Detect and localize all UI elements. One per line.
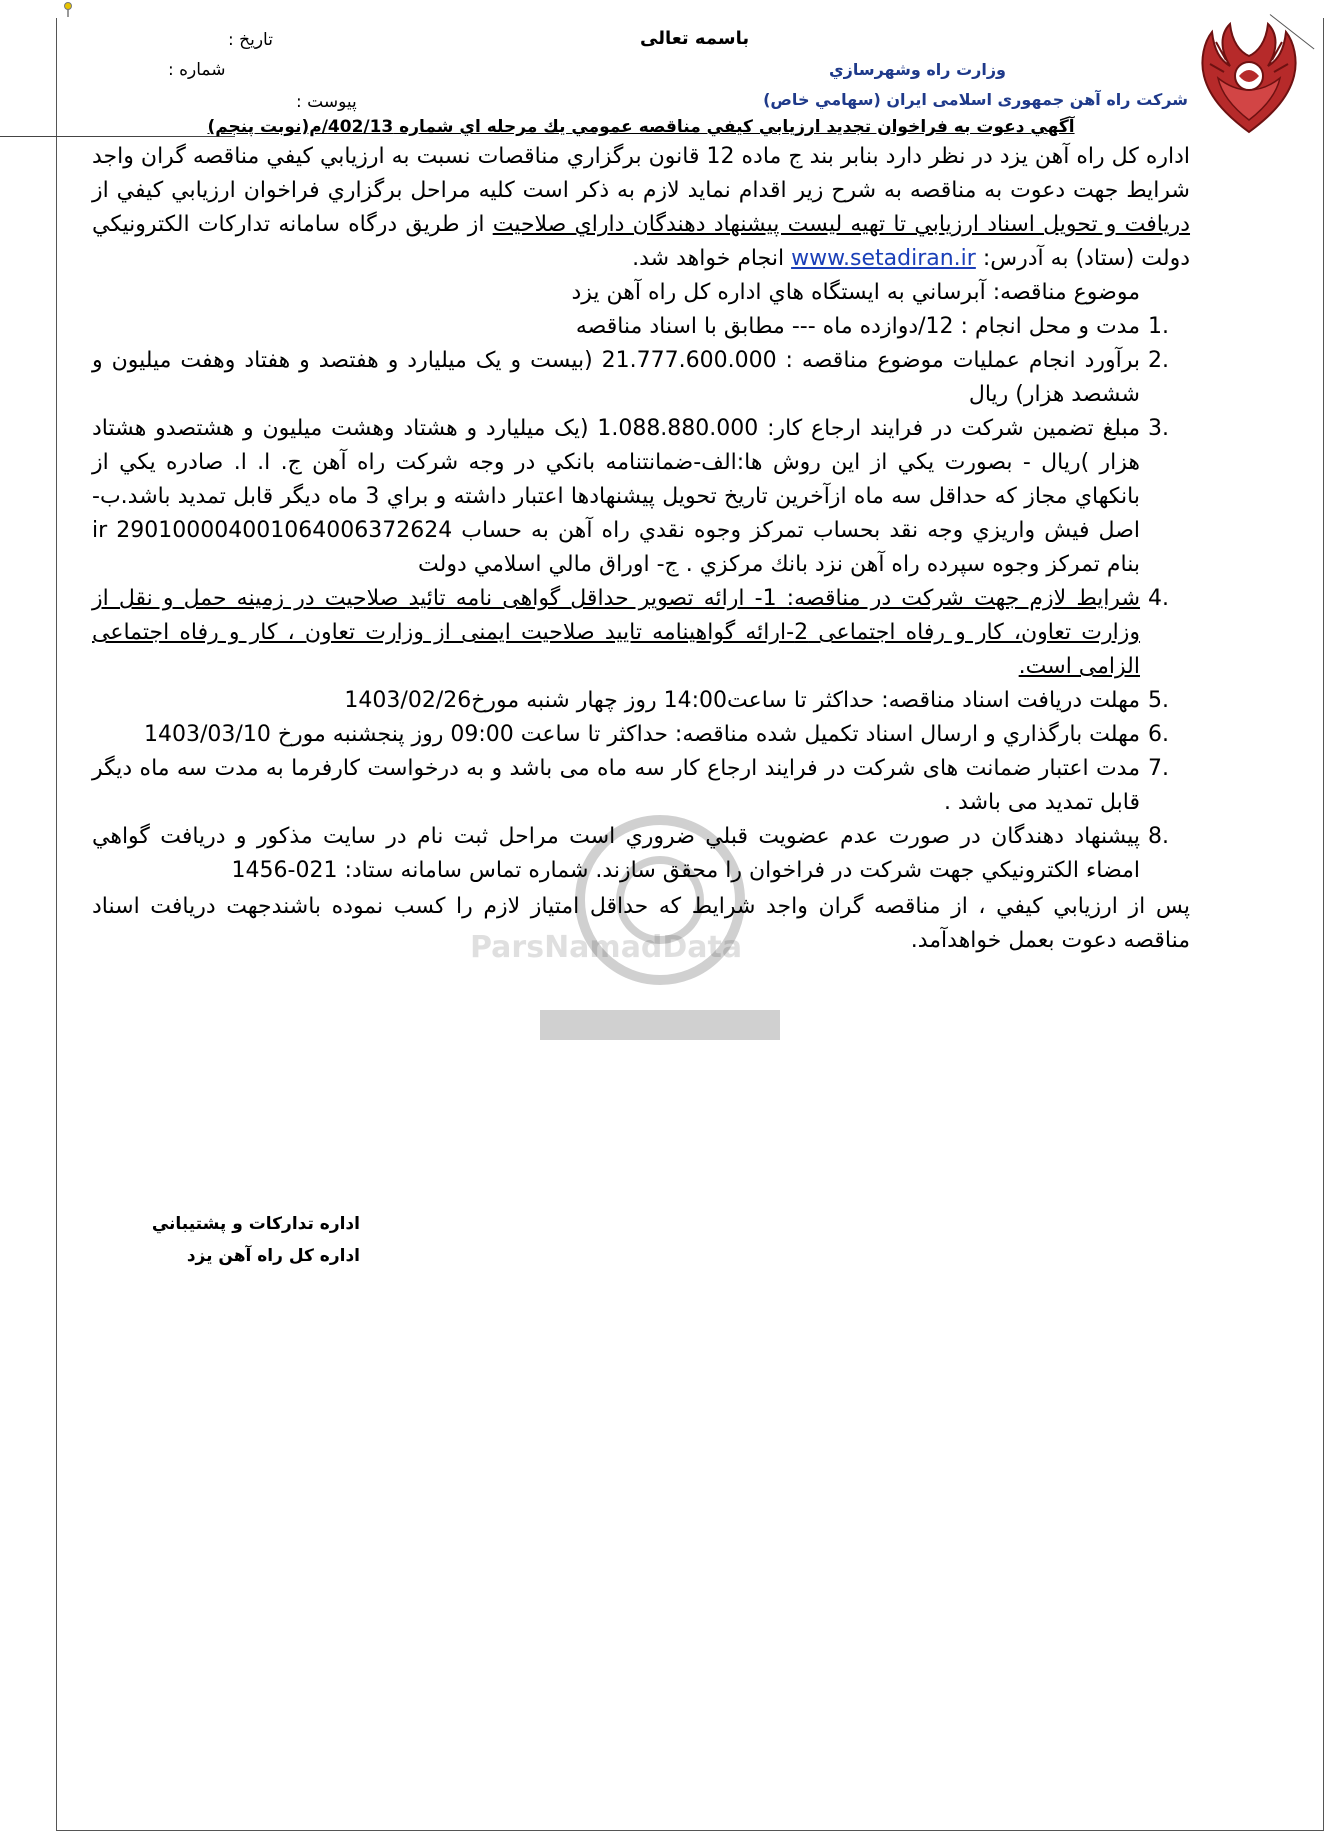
signature-line-procurement: اداره تداركات و پشتيباني bbox=[151, 1214, 360, 1234]
item-text: مدت و محل انجام : 12/دوازده ماه --- مطابق با اسناد مناقصه bbox=[575, 314, 1140, 339]
item-text: برآورد انجام عمليات موضوع مناقصه : 21.777.600.000 (بيست و يک ميليارد و هفتصد و هفتاد وهفت ميليون و ششصد هزار) ريال bbox=[92, 348, 1140, 407]
number-label: شماره : bbox=[168, 60, 226, 80]
closing-paragraph: پس از ارزیابي كیفي ، از مناقصه گران واجد شرایط كه حداقل امتیاز لازم را كسب نموده باشندجهت دریافت اسناد مناقصه دعوت بعمل خواهدآمد. bbox=[92, 894, 1190, 953]
item-text: مبلغ تضمين شركت در فرايند ارجاع كار: 1.088.880.000 (يک ميليارد و هشتاد وهشت ميليون و هشتصدو هشتاد هزار )ريال - بصورت يكي از اين روش ها:الف-ضمانتنامه بانكي در وجه شركت راه آهن ج. ا. ا. صادره يكي از بانكهاي مجاز كه حداقل سه ماه ازآخرين تاريخ تحويل پيشنهادها اعتبار داشته و براي 3 ماه ديگر قابل تمديد باشد.ب- اصل فيش واريزي وجه نقد بحساب تمركز وجوه نقدي راه آهن به حساب 290100004001064006372624 ir بنام تمركز وجوه سپرده راه آهن نزد بانك مركزي . ج- اوراق مالي اسلامي دولت bbox=[92, 416, 1141, 577]
signature-block bbox=[100, 1208, 360, 1272]
item-number: 1. bbox=[1148, 314, 1169, 339]
item-text: مهلت دريافت اسناد مناقصه: حداكثر تا ساعت14:00 روز چهار شنبه مورخ1403/02/26 bbox=[344, 688, 1140, 713]
list-item bbox=[92, 820, 1190, 888]
list-item bbox=[92, 344, 1190, 412]
item-text: مهلت بارگذاري و ارسال اسناد تكميل شده مناقصه: حداكثر تا ساعت 09:00 روز پنجشنبه مورخ 1403/03/10 bbox=[144, 722, 1140, 747]
item-number: 5. bbox=[1148, 688, 1169, 713]
item-number: 4. bbox=[1148, 586, 1169, 611]
list-item bbox=[92, 310, 1190, 344]
notice-headline: آگهي دعوت به فراخوان تجدید ارزیابي كیفي مناقصه عمومي يك مرحله اي شماره 402/13/م(نوبت پنجم) bbox=[207, 117, 1075, 137]
item-number: 7. bbox=[1148, 756, 1169, 781]
ministry-name: وزارت راه وشهرسازي bbox=[828, 60, 1006, 79]
tender-subject: موضوع مناقصه: آبرساني به ايستگاه هاي اداره كل راه آهن يزد bbox=[571, 280, 1140, 305]
date-label: تاریخ : bbox=[228, 30, 273, 50]
item-number: 6. bbox=[1148, 722, 1169, 747]
intro-text-d: انجام خواهد شد. bbox=[632, 246, 792, 271]
item-text: پيشنهاد دهندگان در صورت عدم عضويت قبلي ضروري است مراحل ثبت نام در سايت مذكور و دريافت گواهي امضاء الكترونيكي جهت شركت در فراخوان را محقق سازند. شماره تماس سامانه ستاد: 021-1456 bbox=[92, 824, 1140, 883]
item-number: 2. bbox=[1148, 348, 1169, 373]
setadiran-link[interactable]: www.setadiran.ir bbox=[791, 246, 976, 271]
watermark-brand: ParsNamadData bbox=[470, 930, 743, 965]
item-number: 8. bbox=[1148, 824, 1169, 849]
list-item bbox=[92, 718, 1190, 752]
list-item bbox=[92, 412, 1190, 582]
pin-icon bbox=[62, 2, 74, 18]
intro-paragraph bbox=[92, 140, 1190, 276]
list-item bbox=[92, 684, 1190, 718]
signature-line-office: اداره كل راه آهن يزد bbox=[186, 1246, 360, 1266]
company-name: شركت راه آهن جمهوری اسلامی ایران (سهامي خاص) bbox=[763, 90, 1188, 109]
attachment-label: پیوست : bbox=[296, 92, 357, 112]
intro-text-underlined: دريافت و تحويل اسناد ارزيابي تا تهيه ليست پيشنهاد دهندگان داراي صلاحيت bbox=[492, 212, 1191, 237]
header-title: باسمه تعالی bbox=[640, 28, 750, 49]
list-item bbox=[92, 752, 1190, 820]
intro-text-c: از طريق درگاه سامانه تداركات الكترونيكي دولت (ستاد) به آدرس: bbox=[92, 212, 1190, 271]
item-text: مدت اعتبار ضمانت های شرکت در فرایند ارجاع کار سه ماه می باشد و به درخواست کارفرما به مدت سه ماه دیگر قابل تمدید می باشد . bbox=[92, 756, 1140, 815]
intro-text-a: اداره كل راه آهن یزد در نظر دارد بنابر بند ج ماده 12 قانون برگزاري مناقصات نسبت به ارزيابي كيفي مناقصه گران واجد شرايط جهت دعوت به مناقصه به شرح زير اقدام نمايد لازم به ذكر است كليه مراحل برگزاري فراخوان ارزيابي كيفي از bbox=[92, 144, 1190, 203]
railway-emblem-logo bbox=[1190, 20, 1308, 140]
item-text: شرایط لازم جهت شرکت در مناقصه: 1- ارائه تصویر حداقل گواهی نامه تائید صلاحیت در زمینه حمل و نقل از وزارت تعاون، کار و رفاه اجتماعی 2-ارائه گواهینامه تایید صلاحیت ایمنی از وزارت تعاون ، کار و رفاه اجتماعی الزامی است. bbox=[92, 586, 1141, 679]
list-item bbox=[92, 582, 1190, 684]
item-number: 3. bbox=[1148, 416, 1169, 441]
notice-body bbox=[92, 116, 1190, 958]
